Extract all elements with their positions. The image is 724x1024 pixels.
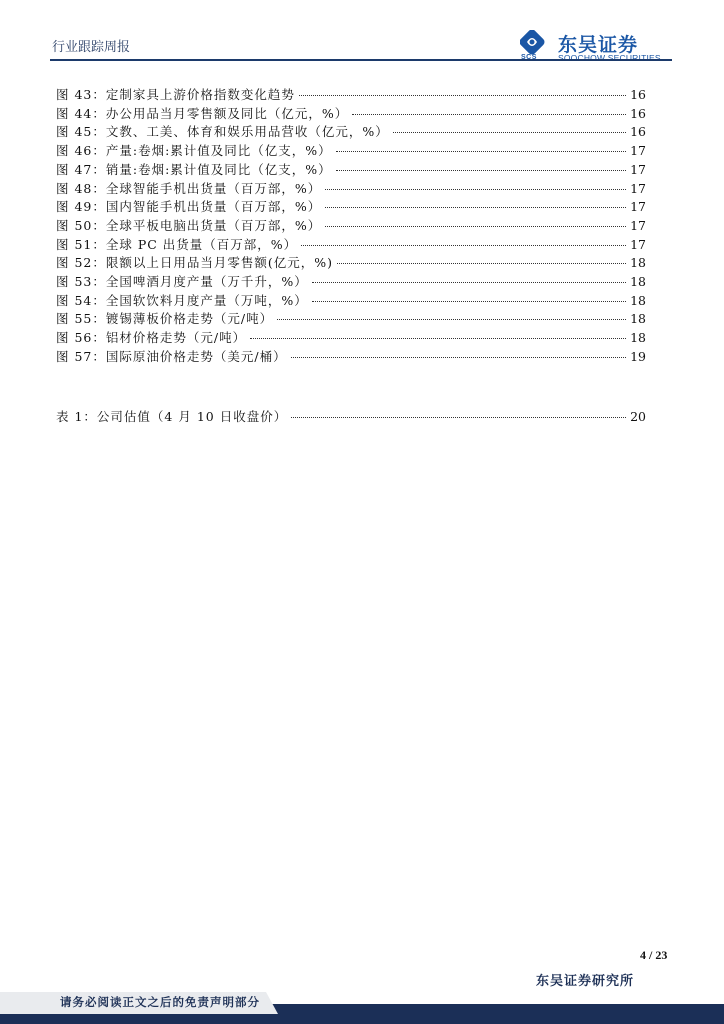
toc-entry-page: 18 (630, 274, 646, 289)
logo-chinese-name: 东吴证券 (558, 34, 639, 56)
toc-entry-page: 17 (630, 199, 646, 215)
toc-entry-label: 图 57：国际原油价格走势（美元/桶） (56, 348, 287, 364)
toc-entry-label: 图 51：全球 PC 出货量（百万部，%） (56, 236, 298, 252)
toc-dot-leader (250, 338, 626, 339)
toc-entry-label: 图 53：全国啤酒月度产量（万千升，%） (56, 274, 308, 289)
toc-dot-leader (325, 189, 626, 190)
toc-entry-page: 17 (630, 143, 646, 159)
toc-entry-figure[interactable] (56, 292, 646, 310)
toc-dot-leader (325, 207, 626, 208)
logo-abbreviation: SCS (521, 54, 537, 61)
toc-entry-label: 图 47：销量:卷烟:累计值及同比（亿支，%） (56, 161, 332, 177)
toc-entry-page: 17 (630, 236, 646, 252)
toc-entry-figure[interactable] (56, 236, 646, 254)
toc-entry-page: 18 (630, 255, 646, 271)
logo-english-name: SOOCHOW SECURITIES (558, 53, 661, 63)
toc-entry-figure[interactable] (56, 348, 646, 366)
toc-entry-figure[interactable] (56, 273, 646, 291)
toc-entry-label: 图 50：全球平板电脑出货量（百万部，%） (56, 217, 322, 233)
toc-entry-page: 17 (630, 161, 646, 177)
toc-dot-leader (291, 417, 626, 418)
toc-dot-leader (277, 319, 626, 320)
toc-entry-figure[interactable] (56, 161, 646, 179)
toc-dot-leader (325, 226, 626, 227)
toc-entry-page: 19 (630, 348, 646, 364)
header-divider (50, 59, 672, 61)
toc-entry-label: 图 46：产量:卷烟:累计值及同比（亿支，%） (56, 143, 332, 159)
toc-entry-label: 表 1：公司估值（4 月 10 日收盘价） (56, 409, 288, 424)
toc-entry-figure[interactable] (56, 217, 646, 235)
toc-entry-page: 20 (630, 409, 646, 424)
toc-entry-page: 18 (630, 311, 646, 327)
toc-entry-table[interactable] (56, 408, 646, 426)
report-type-title: 行业跟踪周报 (52, 40, 131, 55)
toc-entry-label: 图 44：办公用品当月零售额及同比（亿元，%） (56, 105, 349, 121)
toc-dot-leader (301, 245, 626, 246)
toc-dot-leader (337, 263, 626, 264)
page-number: 4 / 23 (640, 948, 668, 962)
toc-entry-label: 图 56：铝材价格走势（元/吨） (56, 330, 247, 346)
toc-entry-page: 16 (630, 105, 646, 121)
toc-entry-figure[interactable] (56, 142, 646, 160)
toc-dot-leader (312, 282, 626, 283)
toc-dot-leader (291, 357, 627, 358)
toc-entry-page: 18 (630, 292, 646, 308)
disclaimer-note: 请务必阅读正文之后的免责声明部分 (60, 995, 260, 1009)
toc-entry-page: 16 (630, 124, 646, 140)
toc-entry-page: 17 (630, 217, 646, 233)
toc-entry-figure[interactable] (56, 105, 646, 123)
toc-entry-page: 18 (630, 330, 646, 346)
toc-entry-label: 图 45：文教、工美、体育和娱乐用品营收（亿元，%） (56, 124, 389, 140)
toc-entry-figure[interactable] (56, 198, 646, 216)
toc-dot-leader (352, 114, 626, 115)
toc-entry-label: 图 49：国内智能手机出货量（百万部，%） (56, 199, 322, 215)
toc-entry-figure[interactable] (56, 86, 646, 104)
toc-entry-label: 图 52：限额以上日用品当月零售额(亿元，%) (56, 255, 334, 271)
toc-entry-page: 16 (630, 87, 646, 102)
toc-dot-leader (336, 170, 626, 171)
toc-entry-figure[interactable] (56, 310, 646, 328)
footer-organization: 东吴证券研究所 (536, 974, 635, 989)
toc-entry-figure[interactable] (56, 254, 646, 272)
toc-dot-leader (299, 95, 626, 96)
toc-entry-figure[interactable] (56, 180, 646, 198)
toc-dot-leader (393, 132, 626, 133)
toc-entry-label: 图 55：镀锡薄板价格走势（元/吨） (56, 311, 274, 327)
toc-entry-label: 图 48：全球智能手机出货量（百万部，%） (56, 180, 322, 196)
toc-entry-figure[interactable] (56, 123, 646, 141)
toc-entry-label: 图 43：定制家具上游价格指数变化趋势 (56, 87, 295, 102)
toc-dot-leader (336, 151, 626, 152)
toc-entry-page: 17 (630, 180, 646, 196)
toc-dot-leader (312, 301, 626, 302)
toc-entry-figure[interactable] (56, 329, 646, 347)
toc-entry-label: 图 54：全国软饮料月度产量（万吨，%） (56, 292, 308, 308)
